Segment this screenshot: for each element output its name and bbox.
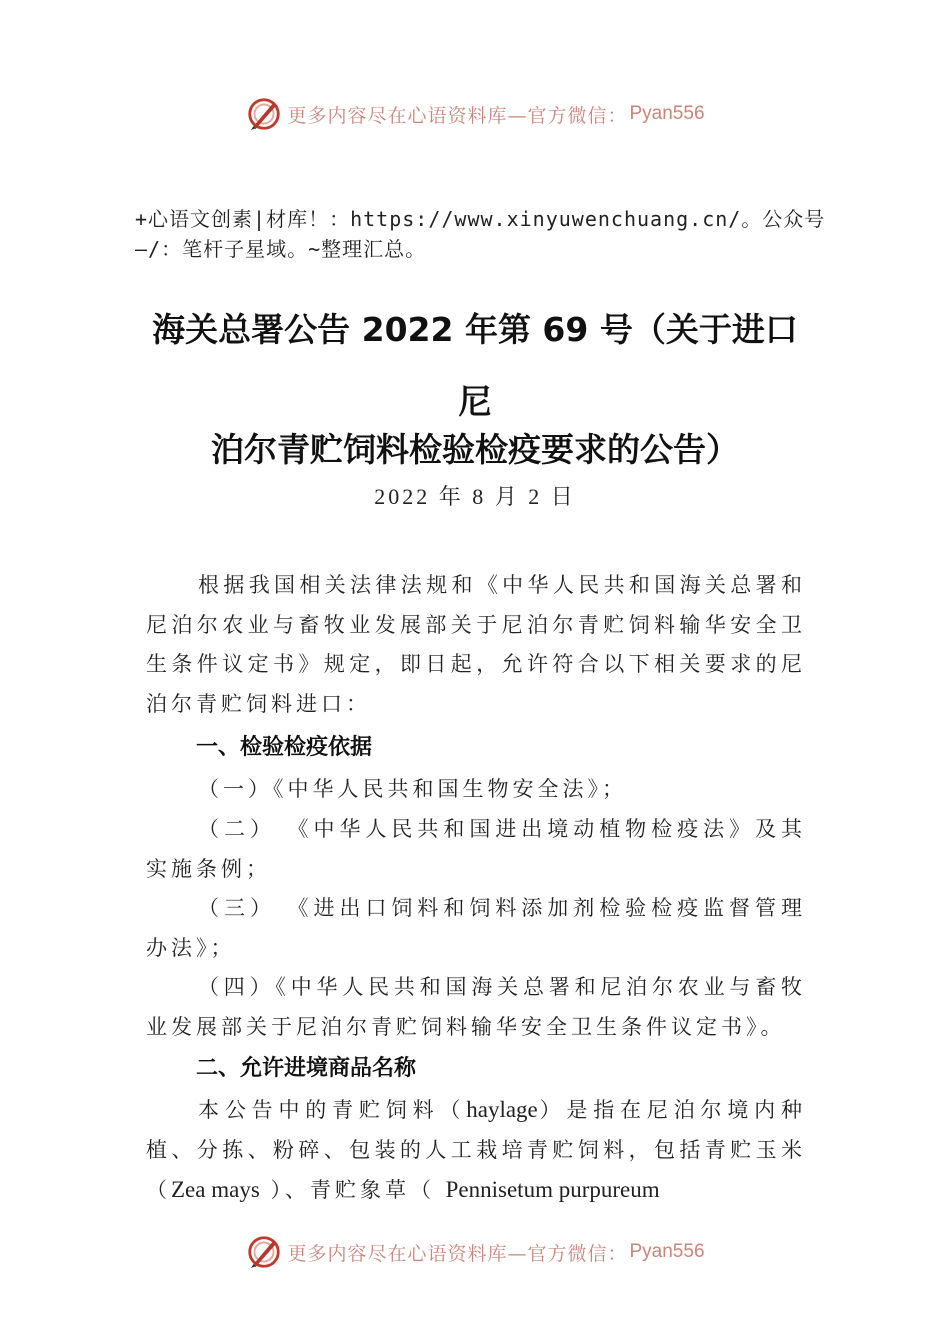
- section-2-text-a: 本公告中的青贮饲料（: [198, 1098, 467, 1122]
- watermark-text: 更多内容尽在心语资料库—官方微信：: [287, 1242, 628, 1265]
- section-1-item-3: （三） 《进出口饲料和饲料添加剂检验检疫监督管理办法》；: [146, 896, 806, 960]
- watermark-text: 更多内容尽在心语资料库—官方微信：: [287, 104, 628, 127]
- pen-seal-logo-icon: [245, 95, 283, 133]
- section-1-item-1: （一）《中华人民共和国生物安全法》；: [198, 777, 627, 801]
- watermark-wechat-id: Pyan556: [629, 1241, 705, 1262]
- section-2-text-c: ）、青贮象草（: [259, 1178, 446, 1202]
- watermark-banner-top: [0, 94, 950, 134]
- section-1-item-4: （四）《中华人民共和国海关总署和尼泊尔农业与畜牧业发展部关于尼泊尔青贮饲料输华安全卫生条件议定书》。: [146, 975, 806, 1039]
- watermark-wechat-id: Pyan556: [629, 103, 705, 124]
- watermark-banner-bottom: [0, 1232, 950, 1272]
- document-date: 2022 年 8 月 2 日: [374, 484, 576, 509]
- document-title-line-3: 泊尔青贮饲料检验检疫要求的公告）: [211, 430, 739, 469]
- source-note: +心语文创素|材库！：https://www.xinyuwenchuang.cn/。公众号—/：笔杆子星域。~整理汇总。: [135, 207, 826, 261]
- pen-seal-logo-icon: [245, 1233, 283, 1271]
- section-2-heading: 二、允许进境商品名称: [196, 1056, 417, 1081]
- section-2-text-b: ）是指在尼泊尔境内种植、分拣、粉碎、包装的人工栽培青贮饲料，包括青贮玉米（: [146, 1098, 807, 1202]
- intro-paragraph: 根据我国相关法律法规和《中华人民共和国海关总署和尼泊尔农业与畜牧业发展部关于尼泊尔青贮饲料输华安全卫生条件议定书》规定，即日起，允许符合以下相关要求的尼泊尔青贮饲料进口：: [146, 573, 806, 716]
- document-title-line-2: 尼: [458, 382, 492, 421]
- section-2-paragraph: [146, 1090, 806, 1211]
- section-2-term-haylage: haylage: [466, 1097, 538, 1122]
- section-2-term-zea-mays: Zea mays: [171, 1177, 260, 1202]
- section-1-heading: 一、检验检疫依据: [196, 735, 373, 760]
- document-title-line-1: 海关总署公告 2022 年第 69 号（关于进口: [152, 310, 798, 349]
- section-1-item-2: （二） 《中华人民共和国进出境动植物检疫法》及其实施条例；: [146, 817, 806, 881]
- section-2-term-pennisetum: Pennisetum purpureum: [445, 1177, 660, 1202]
